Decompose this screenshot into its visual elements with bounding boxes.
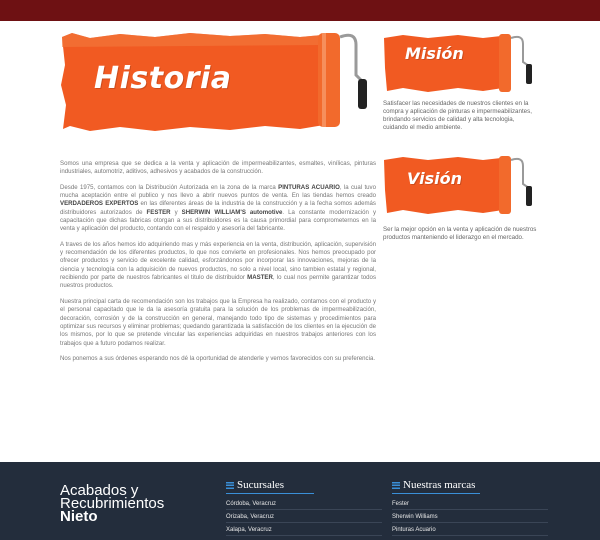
marcas-title: Nuestras marcas — [403, 479, 476, 491]
historia-banner — [60, 25, 380, 140]
historia-paragraph: Nuestra principal carta de recomendación son los trabajos que la Empresa ha realizado, contamos con el producto y el personal capacitado que le da la asesoría gratuita para la solución de los problemas de impermeabilización, decoración, corrosión y de la construcción en general, manejando todo tipo de sistemas y procedimientos para optimizar sus recursos y eliminar problemas; quedando garantizada la satisfacción de los clientes en la ejecución de los mismos, por lo que se pretende vincular las experiencias adquiridas en nuestros trabajos anteriores con los trabajos que a futuro podamos realizar. — [60, 297, 376, 347]
historia-paragraph: Nos ponemos a sus órdenes esperando nos dé la oportunidad de atenderle y vernos favorecidos con su preferencia. — [60, 354, 376, 362]
historia-title: Historia — [94, 61, 232, 96]
brand-highlight: SHERWIN WILLIAM'S automotive — [181, 208, 283, 216]
sucursal-item[interactable]: Orizaba, Veracruz — [226, 512, 382, 523]
mision-banner — [383, 28, 543, 98]
heading-underline — [226, 493, 314, 494]
vision-text: Ser la mejor opción en la venta y aplicación de nuestros productos manteniendo el liderazgo en el mercado. — [383, 226, 537, 241]
vision-banner — [383, 150, 543, 220]
company-logo[interactable] — [60, 484, 164, 524]
footer-marcas — [392, 478, 548, 538]
heading-underline — [392, 493, 480, 494]
brand-highlight: VERDADEROS EXPERTOS — [60, 200, 139, 208]
sucursal-item[interactable]: Xalapa, Veracruz — [226, 525, 382, 536]
brand-highlight: FESTER — [146, 208, 171, 216]
top-bar — [0, 0, 600, 21]
historia-paragraph: A traves de los años hemos ido adquiriendo mas y más experiencia en la venta, distribución, aplicación, supervisión y recomendación de los diferentes productos, lo que nos convierte en profesionales. Nos hemos preocupado por ofrecer productos y servicio de excelente calidad, esforzándonos por incorporar las innovaciones, mejoras de la ciencia y tecnología con la adquisición de nuevos productos, no solo a nivel local, sino tambien estatal y regional, recibiendo por parte de nuestros fabricantes el titulo de distribuidor MASTER, lo cual nos permite garantizar todos nuestros productos. — [60, 240, 376, 290]
marca-item[interactable]: Fester — [392, 499, 548, 510]
historia-paragraph: Somos una empresa que se dedica a la venta y aplicación de impermeabilizantes, esmaltes, vinílicas, pinturas industriales, automotriz, aditivos, adhesivos y acabados de la construcción. — [60, 160, 376, 176]
marca-item[interactable]: Sherwin Williams — [392, 512, 548, 523]
logo-line-1: Acabados y — [60, 482, 139, 499]
logo-line-3: Nieto — [60, 508, 98, 525]
sucursales-heading — [226, 478, 382, 492]
vision-title: Visión — [407, 169, 462, 188]
marca-item[interactable]: Pinturas Acuario — [392, 525, 548, 536]
menu-icon — [226, 482, 234, 489]
footer-sucursales — [226, 478, 382, 538]
menu-icon — [392, 482, 400, 489]
paint-roller-graphic — [383, 28, 543, 98]
marcas-heading — [392, 478, 548, 492]
historia-paragraph: Desde 1975, contamos con la Distribución Autorizada en la zona de la marca PINTURAS ACUARIO, la cual tuvo mucha aceptación entre el publico y nos llevo a abrir nuevos puntos de venta. En las tiendas hemos creado VERDADEROS EXPERTOS en las diferentes áreas de la industria de la construcción y a la fecha somos además distribuidores autorizados de FESTER y SHERWIN WILLIAM'S automotive. La constante modernización y capacitación que dichas fabricas otorgan a sus distribuidores es la causa primordial para comprometernos en la venta y aplicación del producto, contando con el respaldo y asesoría del fabricante. — [60, 183, 376, 233]
mision-text: Satisfacer las necesidades de nuestros clientes en la compra y aplicación de pinturas e impermeabilizantes, brindando servicios de calidad y alta tecnologia, cuidando el medio ambiente. — [383, 100, 532, 131]
sucursal-item[interactable]: Córdoba, Veracruz — [226, 499, 382, 510]
mision-title: Misión — [405, 44, 464, 63]
historia-body — [60, 160, 376, 370]
brand-highlight: MASTER — [247, 274, 273, 282]
sucursales-title: Sucursales — [237, 479, 285, 491]
logo-line-2: Recubrimientos — [60, 495, 165, 512]
brand-highlight: PINTURAS ACUARIO — [278, 183, 340, 191]
